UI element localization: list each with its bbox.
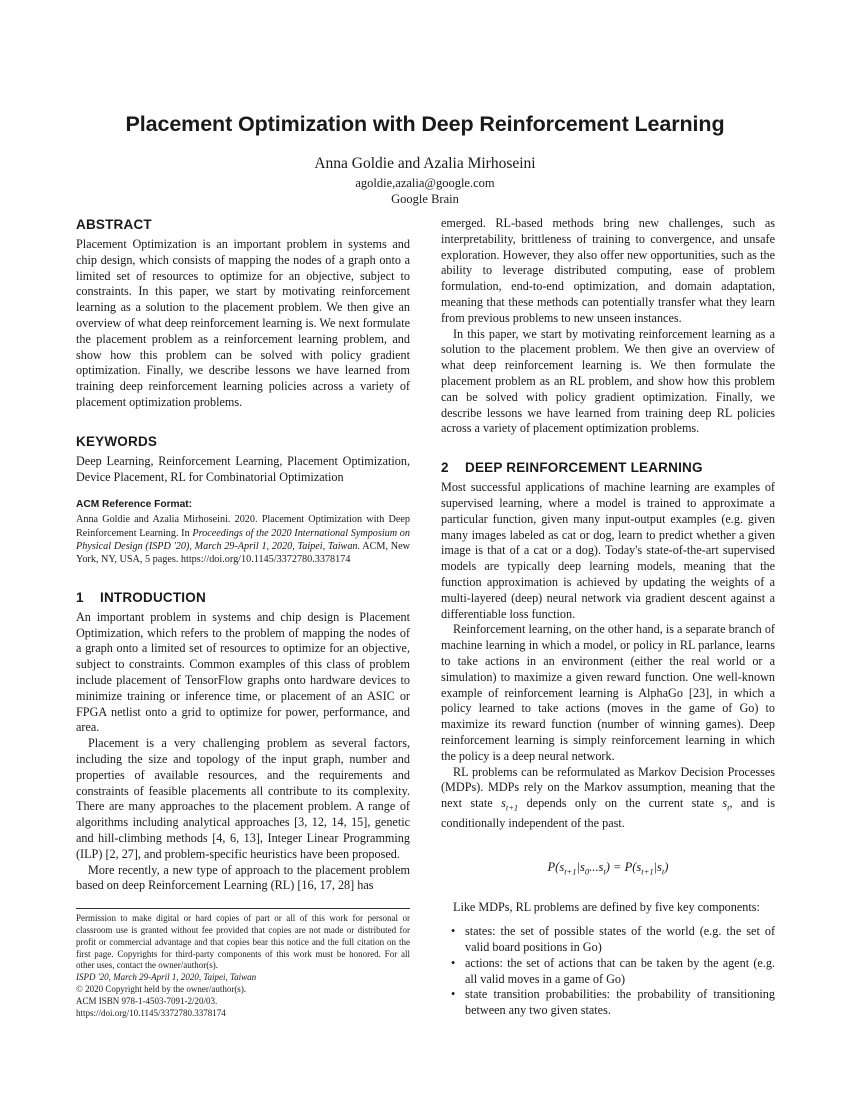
affiliation: Google Brain (391, 192, 459, 206)
acm-reference-label: ACM Reference Format: (76, 499, 193, 511)
footnote-isbn: ACM ISBN 978-1-4503-7091-2/20/03. (76, 995, 218, 1006)
list-item: • states: the set of possible states of the world (e.g. the set of valid board positions in Go) (451, 924, 775, 955)
intro-paragraph-3: More recently, a new type of approach to the placement problem based on deep Reinforcement Learning (RL) [16, 17, 28] has (76, 862, 410, 893)
intro-continued-paragraph: emerged. RL-based methods bring new challenges, such as interpretability, brittleness of training to convergence, and unsafe exploration. However, they also offer new opportunities, such as the ability to leverage distributed computing, ease of problem formulation, end-to-end optimization, and domain adaptation, meaning that these methods can potentially transfer what they learn from previous problems to new unseen instances. (441, 216, 775, 325)
intro-heading: 1 INTRODUCTION (76, 589, 206, 605)
section2-paragraph-2: Reinforcement learning, on the other hand, is a separate branch of machine learning in which a model, or policy in RL parlance, learns to take actions in an environment (either the real world or a simulation) to maximize a given reward function. One well-known example of reinforcement learning is AlphaGo [23], in which a policy learned to take actions (moves in the game of Go) to maximize its reward function (number of winning games). Deep reinforcement learning is simply reinforcement learning in which the policy is a deep neural network. (441, 622, 775, 763)
left-column (76, 216, 410, 1019)
section2-paragraph-3: RL problems can be reformulated as Markov Decision Processes (MDPs). MDPs rely on the Markov assumption, meaning that the next state $s_{t+1}$ depends only on the current state $s_t$, and is conditionally independent of the past. (441, 764, 775, 831)
abstract-text: Placement Optimization is an important problem in systems and chip design, which consists of mapping the nodes of a graph onto a limited set of resources to optimize for an objective, subject to constraints. In this paper, we start by motivating reinforcement learning as a solution to the placement problem. We then give an overview of what deep reinforcement learning is. We next formulate the placement problem as a reinforcement learning problem, and show how this problem can be solved with policy gradient optimization. Finally, we describe lessons we have learned from training deep reinforcement learning policies across a variety of placement optimization problems. (76, 237, 410, 409)
intro-paragraph-1: An important problem in systems and chip design is Placement Optimization, which refers to the problem of mapping the nodes of a graph onto a limited set of resources to optimize for an objective, subject to constraints. Common examples of this class of problem include placement of TensorFlow graphs onto hardware devices to minimize training or inference time, or placement of an ASIC or FPGA netlist onto a grid to optimize for power, performance, and area. (76, 609, 410, 735)
section2-paragraph-4: Like MDPs, RL problems are defined by five key components: (453, 900, 760, 915)
bullet-icon: • (451, 987, 456, 1002)
paper-title: Placement Optimization with Deep Reinforcement Learning (125, 112, 725, 136)
markov-equation: $P(s_{t+1}|s_0...s_t) = P(s_{t+1}|s_t)$ (547, 860, 669, 877)
footnote-divider (76, 908, 410, 909)
footnote-doi[interactable]: https://doi.org/10.1145/3372780.3378174 (76, 1007, 226, 1018)
footnote-venue: ISPD '20, March 29-April 1, 2020, Taipei, Taiwan (76, 972, 257, 983)
keywords-heading: KEYWORDS (76, 433, 158, 449)
intro-paragraph-2: Placement is a very challenging problem as several factors, including the size and topology of the input graph, number and properties of available resources, and the requirements and constraints of feasible placements all contribute to its complexity. There are many approaches to the placement problem. A range of algorithms including analytical approaches [3, 12, 14, 15], genetic and hill-climbing methods [4, 6, 13], Integer Linear Programming (ILP) [2, 27], and problem-specific heuristics have been proposed. (76, 736, 410, 861)
abstract-heading: ABSTRACT (76, 217, 152, 232)
intro-overview-paragraph: In this paper, we start by motivating reinforcement learning as a solution to the placement problem. We then give an overview of what deep reinforcement learning is. We then formulate the placement problem as an RL problem, and show how this problem can be solved with policy gradient optimization. Finally, we describe lessons we have learned from training deep RL policies across a variety of placement optimization problems. (441, 326, 775, 436)
section2-heading: 2 DEEP REINFORCEMENT LEARNING (441, 460, 703, 476)
section2-paragraph-1: Most successful applications of machine learning are examples of supervised learning, where a model is trained to approximate a particular function, given many input-output examples (e.g. given many images labeled as cat or dog, learn to predict whether a given image is that of a cat or a dog). Today's state-of-the-art supervised models are typically deep learning models, meaning that the function approximation is achieved by updating the weights of a multi-layered (deep) neural network via gradient descent against a differentiable loss function. (441, 480, 775, 621)
right-column (441, 216, 775, 1019)
key-components-list (441, 924, 775, 1019)
copyright-notice: Permission to make digital or hard copies of part or all of this work for personal or classroom use is granted without fee provided that copies are not made or distributed for profit or commercial advantage and that copies bear this notice and the full citation on the first page. Copyrights for third-party components of this work must be honored. For all other uses, contact the owner/author(s). (76, 913, 410, 971)
list-item: • actions: the set of actions that can be taken by the agent (e.g. all valid moves in a game of Go) (451, 955, 775, 986)
authors: Anna Goldie and Azalia Mirhoseini (314, 155, 536, 172)
bullet-icon: • (451, 924, 456, 939)
acm-reference-text: Anna Goldie and Azalia Mirhoseini. 2020. Placement Optimization with Deep Reinforcement Learning. In Proceedings of the 2020 International Symposium on Physical Design (ISPD '20), March 29-April 1, 2020, Taipei, Taiwan. ACM, New York, NY, USA, 5 pages. https://doi.org/10.1145/3372780.3378174 (76, 514, 410, 566)
list-item: • state transition probabilities: the probability of transitioning between any two given states. (451, 987, 775, 1018)
footnote-copyright: © 2020 Copyright held by the owner/author(s). (76, 983, 247, 994)
bullet-icon: • (451, 955, 456, 970)
author-email: agoldie,azalia@google.com (355, 176, 495, 190)
keywords-text: Deep Learning, Reinforcement Learning, Placement Optimization, Device Placement, RL for Combinatorial Optimization (76, 453, 410, 484)
